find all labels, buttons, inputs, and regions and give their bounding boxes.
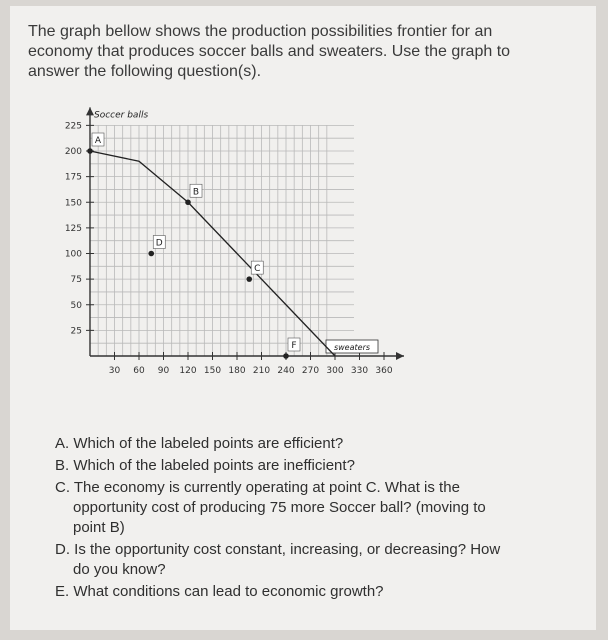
point-a-marker	[87, 148, 93, 154]
question-line: C. The economy is currently operating at point C. What is the	[55, 479, 460, 496]
x-tick-label: 240	[277, 366, 295, 376]
question-e	[55, 582, 575, 602]
y-tick-label: 150	[64, 198, 82, 209]
point-a-label: A	[94, 136, 102, 146]
intro-text	[28, 22, 573, 82]
x-axis-label: sweaters	[333, 343, 371, 352]
y-tick-label: 75	[70, 275, 82, 286]
point-f-marker	[283, 353, 289, 359]
y-tick-label: 200	[64, 147, 82, 157]
x-tick-label: 30	[108, 366, 121, 376]
question-line: opportunity cost of producing 75 more Soccer ball? (moving to	[73, 499, 486, 516]
question-line: E. What conditions can lead to economic growth?	[55, 583, 384, 600]
point-c-label: C	[254, 264, 261, 275]
y-tick-label: 25	[70, 326, 82, 337]
y-tick-label: 125	[64, 223, 82, 234]
question-line: D. Is the opportunity cost constant, increasing, or decreasing? How	[55, 541, 501, 558]
point-c-marker	[246, 276, 252, 282]
y-tick-label: 175	[64, 172, 82, 183]
x-tick-label: 330	[350, 366, 369, 376]
intro-line: answer the following question(s).	[28, 63, 262, 80]
question-line: point B)	[73, 519, 125, 536]
point-b-marker	[185, 199, 191, 205]
x-tick-label: 90	[157, 366, 170, 376]
x-tick-label: 210	[252, 366, 271, 376]
x-tick-label: 120	[179, 366, 197, 376]
question-d	[55, 540, 575, 580]
ppf-chart	[50, 110, 430, 411]
point-f-label: F	[291, 341, 297, 351]
x-tick-label: 180	[228, 366, 246, 376]
ppf-chart-svg	[50, 110, 430, 406]
point-b-label: B	[192, 187, 200, 198]
question-c	[55, 478, 575, 538]
x-axis-arrow	[396, 352, 404, 360]
question-list	[55, 434, 575, 604]
x-tick-label: 60	[133, 366, 145, 376]
question-a	[55, 434, 575, 454]
y-tick-label: 50	[70, 300, 82, 311]
intro-line: economy that produces soccer balls and sweaters. Use the graph to	[28, 43, 511, 60]
point-d-label: D	[155, 238, 163, 249]
y-tick-label: 100	[64, 249, 82, 260]
y-axis-label: Soccer balls	[94, 110, 149, 121]
question-card	[10, 6, 596, 630]
question-line: A. Which of the labeled points are efficient?	[55, 435, 344, 452]
y-tick-label: 225	[64, 121, 82, 132]
x-tick-label: 270	[301, 366, 320, 376]
x-tick-label: 360	[375, 366, 393, 376]
intro-line: The graph bellow shows the production possibilities frontier for an	[28, 23, 493, 40]
point-d-marker	[148, 251, 154, 257]
question-line: B. Which of the labeled points are inefficient?	[55, 457, 355, 474]
x-tick-label: 150	[203, 366, 222, 376]
question-line: do you know?	[73, 561, 166, 578]
x-tick-label: 300	[326, 366, 344, 376]
question-b	[55, 456, 575, 476]
y-axis-arrow	[86, 107, 94, 115]
